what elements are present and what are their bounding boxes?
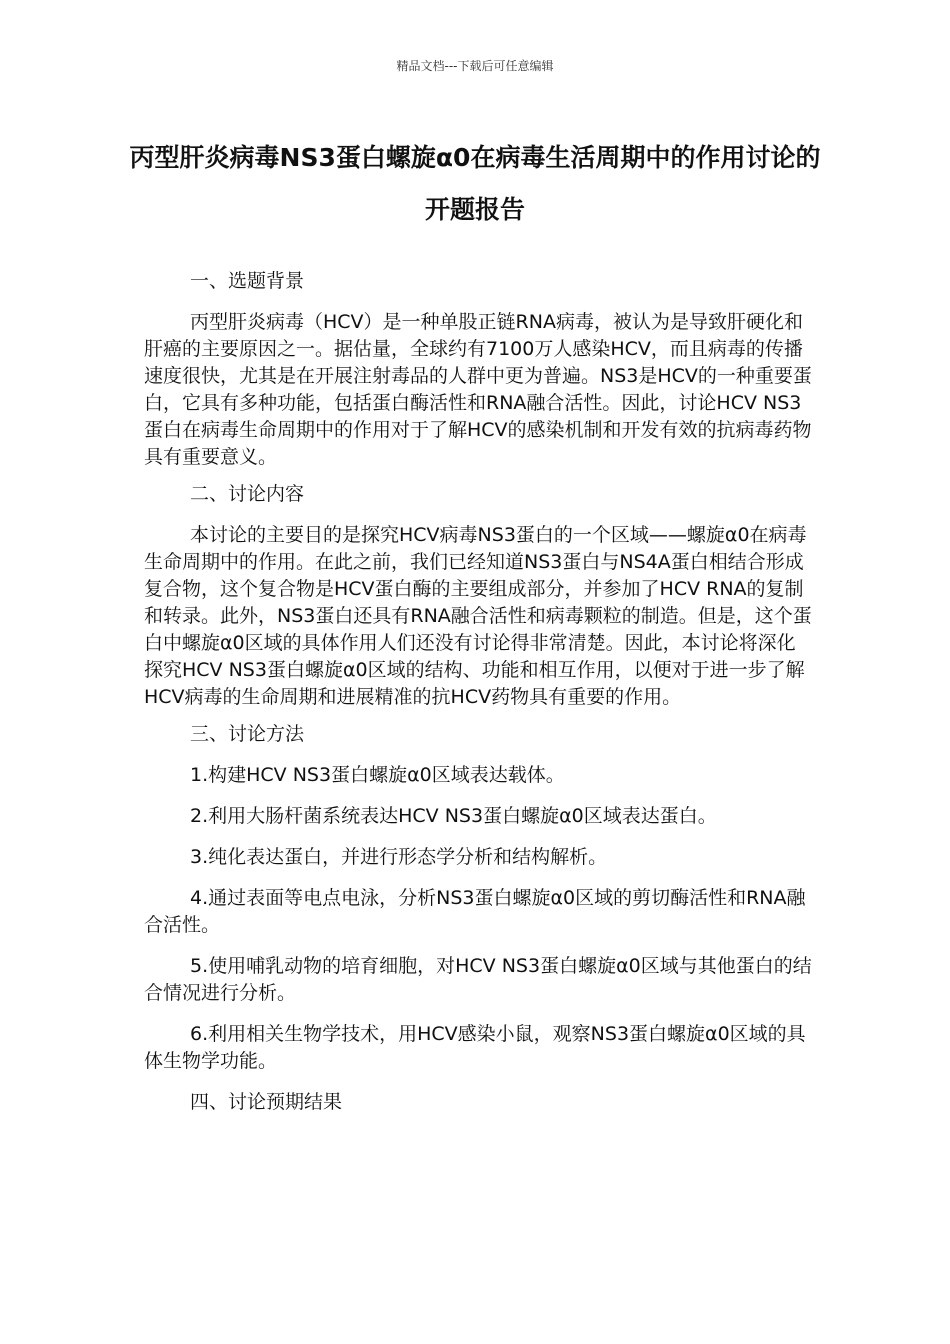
section-heading-background: 一、选题背景 [190,270,305,292]
method-item-5: 5.使用哺乳动物的培育细胞，对HCV NS3蛋白螺旋α0区域与其他蛋白的结合情况进行分析。 [144,955,812,1004]
method-item-1: 1.构建HCV NS3蛋白螺旋α0区域表达载体。 [190,764,565,786]
paragraph-background: 丙型肝炎病毒（HCV）是一种单股正链RNA病毒，被认为是导致肝硬化和肝癌的主要原因之一。据估量，全球约有7100万人感染HCV，而且病毒的传播速度很快，尤其是在开展注射毒品的人群中更为普遍。NS3是HCV的一种重要蛋白，它具有多种功能，包括蛋白酶活性和RNA融合活性。因此，讨论HCV NS3蛋白在病毒生命周期中的作用对于了解HCV的感染机制和开发有效的抗病毒药物具有重要意义。 [144,311,812,468]
section-heading-content: 二、讨论内容 [190,483,305,505]
method-item-2: 2.利用大肠杆菌系统表达HCV NS3蛋白螺旋α0区域表达蛋白。 [190,805,717,827]
paragraph-content: 本讨论的主要目的是探究HCV病毒NS3蛋白的一个区域——螺旋α0在病毒生命周期中的作用。在此之前，我们已经知道NS3蛋白与NS4A蛋白相结合形成复合物，这个复合物是HCV蛋白酶的主要组成部分，并参加了HCV RNA的复制和转录。此外，NS3蛋白还具有RNA融合活性和病毒颗粒的制造。但是，这个蛋白中螺旋α0区域的具体作用人们还没有讨论得非常清楚。因此，本讨论将深化探究HCV NS3蛋白螺旋α0区域的结构、功能和相互作用，以便对于进一步了解HCV病毒的生命周期和进展精准的抗HCV药物具有重要的作用。 [144,524,812,708]
section-heading-methods: 三、讨论方法 [190,723,305,745]
method-item-4: 4.通过表面等电点电泳，分析NS3蛋白螺旋α0区域的剪切酶活性和RNA融合活性。 [144,887,806,936]
document-title: 丙型肝炎病毒NS3蛋白螺旋α0在病毒生活周期中的作用讨论的开题报告 [129,143,821,224]
section-heading-expected-results: 四、讨论预期结果 [190,1091,343,1113]
document-body [144,268,814,1130]
method-item-3: 3.纯化表达蛋白，并进行形态学分析和结构解析。 [190,846,608,868]
page-header-note: 精品文档---下载后可任意编辑 [396,59,554,73]
method-item-6: 6.利用相关生物学技术，用HCV感染小鼠，观察NS3蛋白螺旋α0区域的具体生物学功能。 [144,1023,806,1072]
